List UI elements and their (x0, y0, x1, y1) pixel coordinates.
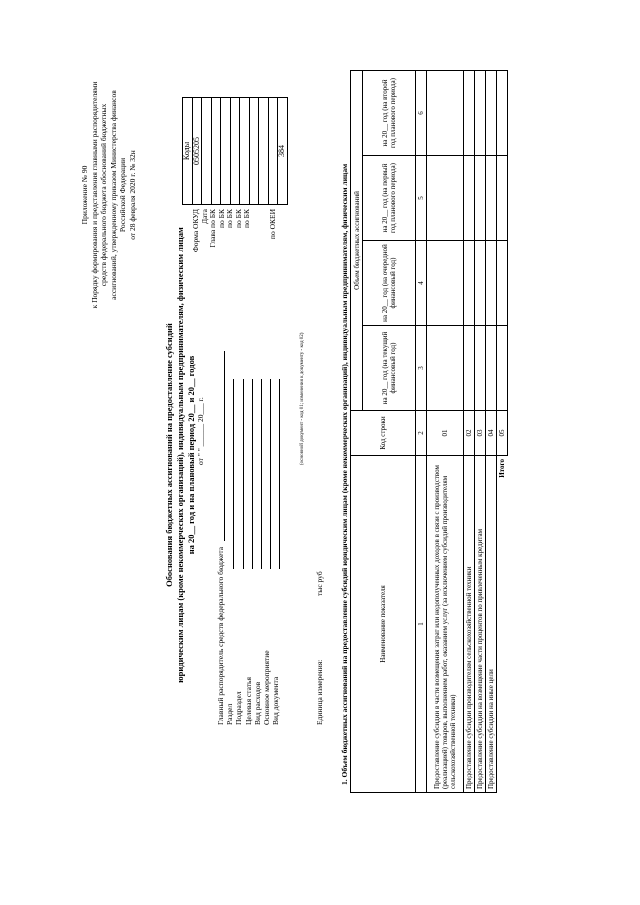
col-number: 1 (416, 456, 427, 793)
col-number: 4 (416, 241, 427, 326)
header-field-line (235, 379, 244, 569)
value-cell[interactable] (486, 241, 497, 326)
col-number: 6 (416, 71, 427, 156)
codes-label: по БК (225, 209, 234, 228)
header-field-line (262, 379, 271, 569)
document-type-note: (основной документ - код 01; изменения к документу - код 02) (300, 332, 305, 465)
appendix-line: от 28 февраля 2020 г. № 32н (127, 150, 137, 240)
codes-header: Коды (183, 98, 193, 205)
value-cell[interactable] (475, 71, 486, 156)
header-field-label: Раздел (225, 703, 235, 725)
value-cell[interactable] (475, 156, 486, 241)
section-title: 1. Объем бюджетных ассигнований на предоставление субсидий юридическим лицам (кроме некоммерческих организаций), индивидуальным предпринимателям, физическим лицам (340, 163, 349, 785)
codes-label: по БК (233, 209, 243, 228)
codes-label: по ОКЕИ (267, 209, 277, 240)
value-cell[interactable] (464, 326, 475, 411)
codes-label: Глава по БК (208, 209, 217, 248)
codes-label: Дата (199, 209, 209, 224)
value-cell[interactable] (427, 71, 464, 156)
header-field-line (253, 379, 262, 569)
value-cell[interactable] (464, 156, 475, 241)
value-cell[interactable] (427, 326, 464, 411)
codes-label: по БК (242, 209, 251, 228)
value-cell[interactable] (497, 326, 508, 411)
value-cell[interactable] (497, 241, 508, 326)
codes-cell (249, 98, 259, 205)
unit-row (315, 571, 324, 725)
group-header: Объем бюджетных ассигнований (351, 71, 363, 411)
codes-cell (202, 98, 212, 205)
appendix-line: средств федерального бюджета обоснований бюджетных (99, 103, 108, 287)
appendix-line: Российской Федерации (118, 157, 127, 233)
table-row (427, 71, 464, 793)
value-cell[interactable] (486, 156, 497, 241)
row-name: Предоставление субсидии на возмещение части процентов по привлеченным кредитам (475, 456, 486, 793)
budget-table (350, 70, 508, 793)
col-number: 2 (416, 411, 427, 456)
unit-value: тыс руб (315, 571, 324, 596)
col-name-header: Наименование показателя (351, 456, 416, 793)
table-row (464, 71, 475, 793)
row-code: 02 (464, 411, 475, 456)
codes-cell: 0505205 (192, 98, 202, 205)
header-field-label: Подраздел (234, 691, 244, 725)
value-cell[interactable] (497, 71, 508, 156)
codes-cell (230, 98, 240, 205)
row-name: Предоставление субсидии на иные цели (486, 456, 497, 793)
title-line: на 20__ год и на плановый период 20__ и 20__ годов (186, 355, 196, 555)
row-code: 03 (475, 411, 486, 456)
header-field-label: Главный распорядитель средств федерального бюджета (215, 546, 225, 725)
codes-label (252, 209, 261, 305)
value-cell[interactable] (497, 156, 508, 241)
appendix-line: к Порядку формирования и представления главными распорядителями (89, 81, 99, 309)
value-cell[interactable] (464, 241, 475, 326)
col3-header: на 20__ год (на текущий финансовый год) (363, 326, 416, 411)
codes-cell: 384 (278, 98, 288, 205)
header-field-line (225, 379, 234, 569)
col4-header: на 20__ год (на очередной финансовый год) (363, 241, 416, 326)
value-cell[interactable] (475, 326, 486, 411)
total-row (497, 71, 508, 793)
header-field-label: Вид документа (271, 676, 281, 725)
col-number: 3 (416, 326, 427, 411)
header-field-label: Основное мероприятие (261, 650, 271, 725)
total-code: 05 (497, 411, 508, 456)
header-field-label: Целевая статья (243, 677, 253, 725)
value-cell[interactable] (464, 71, 475, 156)
codes-cell (221, 98, 231, 205)
codes-cell (259, 98, 269, 205)
row-code: 01 (427, 411, 464, 456)
header-field-label: Вид расходов (252, 681, 262, 725)
table-row (475, 71, 486, 793)
codes-labels (192, 209, 277, 305)
appendix-line: ассигнований, утвержденному приказом Министерства финансов (108, 90, 118, 300)
value-cell[interactable] (427, 241, 464, 326)
document-date: от " " ______ 20___ г. (196, 397, 205, 465)
row-name: Предоставление субсидии в части возмещения затрат или недополученных доходов в связи с производством (реализацией) товаров, выполнением работ, оказанием услуг (за исключением субсидий производителям сельскохозяйственной техники) (427, 456, 464, 793)
value-cell[interactable] (427, 156, 464, 241)
header-field-line (216, 351, 225, 541)
header-fields (216, 351, 280, 725)
title-line: юридическим лицам (кроме некоммерческих организаций), индивидуальным предпринимателям, физическим лицам (175, 227, 185, 683)
codes-cell (240, 98, 250, 205)
row-code: 04 (486, 411, 497, 456)
col-number: 5 (416, 156, 427, 241)
codes-label: Форма ОКУД (191, 209, 200, 253)
value-cell[interactable] (486, 71, 497, 156)
header-field-line (271, 379, 280, 569)
appendix-line: Приложение № 90 (80, 165, 89, 225)
col6-header: на 20__ год (на второй год планового периода) (363, 71, 416, 156)
appendix-block (80, 45, 137, 345)
row-name: Предоставление субсидии производителям сельскохозяйственной техники (464, 456, 475, 793)
value-cell[interactable] (475, 241, 486, 326)
col5-header: на 20__ год (на первый год планового периода) (363, 156, 416, 241)
codes-table (182, 97, 288, 205)
col-code-header: Код строки (351, 411, 416, 456)
total-label: Итого (498, 459, 507, 478)
codes-label: по БК (216, 209, 226, 228)
table-row (486, 71, 497, 793)
value-cell[interactable] (486, 326, 497, 411)
codes-cell (211, 98, 221, 205)
unit-label: Единица измерения: (315, 659, 324, 725)
title-line: Обоснования бюджетных ассигнований на предоставление субсидий (164, 323, 174, 587)
header-field-line (244, 379, 253, 569)
